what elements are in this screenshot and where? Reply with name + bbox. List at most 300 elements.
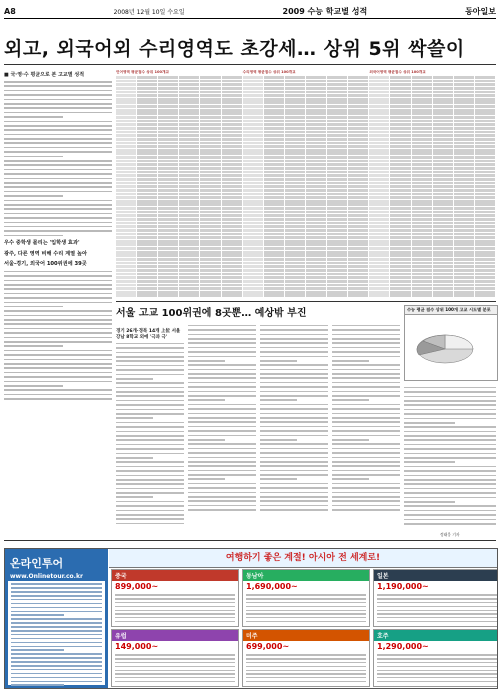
table-cell xyxy=(306,193,326,196)
text-line xyxy=(377,613,497,614)
table-cell xyxy=(243,167,263,170)
table-cell xyxy=(306,116,326,119)
table-row xyxy=(116,196,496,199)
text-line xyxy=(332,369,400,371)
table-cell xyxy=(454,189,474,192)
table-cell xyxy=(222,265,242,268)
text-line xyxy=(332,452,400,454)
table-cell xyxy=(222,134,242,137)
table-cell xyxy=(285,218,305,221)
table-cell xyxy=(243,218,263,221)
text-line xyxy=(188,351,256,353)
table-cell xyxy=(222,185,242,188)
table-cell xyxy=(306,254,326,257)
text-line xyxy=(260,329,328,331)
table-cell xyxy=(412,240,432,243)
table-cell xyxy=(390,109,410,112)
table-cell xyxy=(390,189,410,192)
text-line xyxy=(4,235,63,237)
table-cell xyxy=(116,185,136,188)
table-cell xyxy=(158,218,178,221)
table-cell xyxy=(369,294,389,297)
text-line xyxy=(188,496,256,498)
table-cell xyxy=(200,123,220,126)
table-cell xyxy=(475,193,495,196)
table-cell xyxy=(306,287,326,290)
table-cell xyxy=(137,185,157,188)
table-cell xyxy=(137,91,157,94)
text-line xyxy=(116,444,184,446)
table-cell xyxy=(412,112,432,115)
table-cell xyxy=(285,123,305,126)
table-cell xyxy=(222,291,242,294)
text-line xyxy=(115,670,235,671)
table-cell xyxy=(243,182,263,185)
table-cell xyxy=(222,109,242,112)
text-line xyxy=(260,395,328,397)
ad-tile[interactable] xyxy=(373,569,498,627)
table-cell xyxy=(390,156,410,159)
lower-subhead: 경기 26개·경북 14개 上位 서울 강남 8학교 외에 '극과 극' xyxy=(116,329,181,340)
table-cell xyxy=(348,171,368,174)
table-cell xyxy=(179,294,199,297)
text-line xyxy=(332,334,400,336)
table-cell xyxy=(369,105,389,108)
table-cell xyxy=(222,287,242,290)
table-cell xyxy=(200,156,220,159)
table-cell xyxy=(433,127,453,130)
text-line xyxy=(188,347,256,349)
table-cell xyxy=(179,80,199,83)
table-cell xyxy=(369,123,389,126)
ad-tile[interactable] xyxy=(242,629,370,687)
table-cell xyxy=(412,225,432,228)
table-cell xyxy=(369,243,389,246)
table-cell xyxy=(327,229,347,232)
table-cell xyxy=(222,262,242,265)
table-cell xyxy=(179,200,199,203)
table-cell xyxy=(348,120,368,123)
table-cell xyxy=(390,193,410,196)
table-cell xyxy=(243,80,263,83)
table-cell xyxy=(475,247,495,250)
text-line xyxy=(11,673,102,675)
table-cell xyxy=(454,276,474,279)
table-cell xyxy=(433,276,453,279)
text-line xyxy=(404,479,496,481)
table-cell xyxy=(390,134,410,137)
table-cell xyxy=(348,83,368,86)
table-cell xyxy=(243,149,263,152)
table-cell xyxy=(433,203,453,206)
table-cell xyxy=(243,225,263,228)
table-cell xyxy=(412,276,432,279)
text-line xyxy=(332,430,400,432)
table-cell xyxy=(433,167,453,170)
table-cell xyxy=(306,291,326,294)
table-cell xyxy=(433,131,453,134)
table-cell xyxy=(137,109,157,112)
table-row xyxy=(116,185,496,188)
text-line xyxy=(246,662,366,663)
table-cell xyxy=(369,91,389,94)
ad-banner: 여행하기 좋은 계절! 아시아 전 세계로! xyxy=(109,549,497,568)
ad-tile[interactable] xyxy=(111,569,239,627)
table-cell xyxy=(285,112,305,115)
text-line xyxy=(116,378,153,380)
text-line xyxy=(246,602,366,603)
table-cell xyxy=(369,225,389,228)
table-cell xyxy=(200,87,220,90)
table-cell xyxy=(475,145,495,148)
text-line xyxy=(4,178,112,180)
table-cell xyxy=(454,152,474,155)
table-cell xyxy=(348,112,368,115)
table-cell xyxy=(179,287,199,290)
table-cell xyxy=(327,254,347,257)
table-cell xyxy=(200,236,220,239)
table-cell xyxy=(306,233,326,236)
table-cell xyxy=(200,200,220,203)
text-line xyxy=(377,610,497,611)
table-cell xyxy=(348,131,368,134)
table-cell xyxy=(158,98,178,101)
table-cell xyxy=(158,294,178,297)
table-cell xyxy=(390,171,410,174)
text-line xyxy=(260,338,328,340)
table-cell xyxy=(158,240,178,243)
table-cell xyxy=(348,145,368,148)
text-line xyxy=(260,461,328,463)
table-cell xyxy=(348,287,368,290)
table-cell xyxy=(264,142,284,145)
table-cell xyxy=(369,149,389,152)
ad-tile[interactable] xyxy=(111,629,239,687)
table-cell xyxy=(390,145,410,148)
table-cell xyxy=(454,116,474,119)
table-caption: 수리영역 평균점수 상위 100개교 xyxy=(242,70,296,74)
table-cell xyxy=(348,116,368,119)
table-cell xyxy=(264,211,284,214)
table-cell xyxy=(454,211,474,214)
text-line xyxy=(4,138,112,140)
table-cell xyxy=(306,203,326,206)
text-line xyxy=(188,382,256,384)
text-line xyxy=(246,658,366,659)
text-line xyxy=(260,509,328,511)
table-cell xyxy=(306,211,326,214)
table-cell xyxy=(116,254,136,257)
table-cell xyxy=(433,280,453,283)
table-cell xyxy=(433,233,453,236)
table-cell xyxy=(285,152,305,155)
table-cell xyxy=(475,200,495,203)
table-cell xyxy=(116,211,136,214)
text-line xyxy=(332,404,400,406)
text-line xyxy=(116,417,153,419)
table-cell xyxy=(390,218,410,221)
table-cell xyxy=(116,101,136,104)
table-cell xyxy=(412,291,432,294)
text-line xyxy=(4,341,112,343)
table-cell xyxy=(285,207,305,210)
table-cell xyxy=(306,120,326,123)
table-cell xyxy=(454,254,474,257)
table-cell xyxy=(200,178,220,181)
table-cell xyxy=(306,225,326,228)
table-cell xyxy=(158,247,178,250)
table-cell xyxy=(327,80,347,83)
page-number: A8 xyxy=(4,6,16,16)
table-cell xyxy=(327,214,347,217)
table-cell xyxy=(327,265,347,268)
left-subtitle: ■ 국·영·수 평균으로 본 고교별 성적 xyxy=(4,72,85,78)
table-cell xyxy=(433,258,453,261)
table-cell xyxy=(306,142,326,145)
table-row xyxy=(116,174,496,177)
table-cell xyxy=(433,287,453,290)
table-cell xyxy=(390,196,410,199)
ad-tile[interactable] xyxy=(373,629,498,687)
table-cell xyxy=(327,112,347,115)
table-cell xyxy=(306,276,326,279)
table-cell xyxy=(200,294,220,297)
table-cell xyxy=(200,258,220,261)
table-cell xyxy=(412,94,432,97)
table-cell xyxy=(222,207,242,210)
table-cell xyxy=(390,112,410,115)
table-cell xyxy=(179,134,199,137)
table-cell xyxy=(264,291,284,294)
text-line xyxy=(11,634,102,636)
table-cell xyxy=(454,218,474,221)
ad-tile-title: 동남아 xyxy=(243,570,369,581)
table-cell xyxy=(433,91,453,94)
table-cell xyxy=(390,105,410,108)
text-line xyxy=(188,404,256,406)
text-line xyxy=(4,81,112,83)
table-cell xyxy=(137,258,157,261)
table-cell xyxy=(454,291,474,294)
table-cell xyxy=(454,94,474,97)
text-line xyxy=(260,496,328,498)
table-cell xyxy=(179,138,199,141)
text-line xyxy=(4,372,112,374)
table-row xyxy=(116,258,496,261)
table-row xyxy=(116,127,496,130)
table-row xyxy=(116,112,496,115)
table-cell xyxy=(179,254,199,257)
table-cell xyxy=(179,280,199,283)
table-cell xyxy=(285,251,305,254)
table-cell xyxy=(200,211,220,214)
table-cell xyxy=(348,87,368,90)
table-cell xyxy=(475,156,495,159)
table-row xyxy=(116,214,496,217)
text-line xyxy=(260,492,328,494)
ad-tile-title: 호주 xyxy=(374,630,498,641)
text-line xyxy=(4,90,112,92)
table-cell xyxy=(327,193,347,196)
table-cell xyxy=(433,262,453,265)
table-cell xyxy=(369,247,389,250)
table-cell xyxy=(200,251,220,254)
issue-date: 2008년 12월 10일 수요일 xyxy=(113,8,185,16)
table-cell xyxy=(433,214,453,217)
table-cell xyxy=(137,265,157,268)
table-cell xyxy=(433,200,453,203)
text-line xyxy=(404,391,496,393)
text-line xyxy=(332,439,369,441)
table-cell xyxy=(158,149,178,152)
text-line xyxy=(260,465,328,467)
table-cell xyxy=(348,182,368,185)
text-line xyxy=(246,673,366,674)
table-cell xyxy=(369,167,389,170)
table-cell xyxy=(264,91,284,94)
table-row xyxy=(116,193,496,196)
table-cell xyxy=(264,203,284,206)
table-cell xyxy=(475,233,495,236)
table-cell xyxy=(243,87,263,90)
table-cell xyxy=(390,87,410,90)
table-cell xyxy=(454,214,474,217)
text-line xyxy=(116,382,184,384)
table-cell xyxy=(285,167,305,170)
table-cell xyxy=(243,83,263,86)
text-line xyxy=(404,461,455,463)
table-cell xyxy=(285,149,305,152)
table-cell xyxy=(222,284,242,287)
table-cell xyxy=(200,142,220,145)
text-line xyxy=(188,408,256,410)
text-line xyxy=(332,399,369,401)
table-cell xyxy=(327,291,347,294)
table-cell xyxy=(306,98,326,101)
text-line xyxy=(4,182,112,184)
table-cell xyxy=(264,145,284,148)
text-line xyxy=(4,337,112,339)
table-cell xyxy=(454,112,474,115)
table-cell xyxy=(327,225,347,228)
table-cell xyxy=(369,203,389,206)
table-row xyxy=(116,80,496,83)
table-cell xyxy=(200,105,220,108)
table-cell xyxy=(306,273,326,276)
table-cell xyxy=(348,225,368,228)
table-cell xyxy=(475,196,495,199)
table-cell xyxy=(433,94,453,97)
text-line xyxy=(188,325,256,327)
table-cell xyxy=(348,200,368,203)
table-cell xyxy=(412,280,432,283)
table-cell xyxy=(306,174,326,177)
text-line xyxy=(404,470,496,472)
text-line xyxy=(404,387,496,389)
table-cell xyxy=(454,87,474,90)
table-cell xyxy=(412,87,432,90)
table-cell xyxy=(243,156,263,159)
table-cell xyxy=(454,91,474,94)
text-line xyxy=(11,653,102,655)
table-cell xyxy=(137,233,157,236)
table-cell xyxy=(137,284,157,287)
table-cell xyxy=(454,178,474,181)
table-cell xyxy=(475,284,495,287)
table-cell xyxy=(222,123,242,126)
table-cell xyxy=(158,200,178,203)
table-cell xyxy=(306,284,326,287)
table-cell xyxy=(285,109,305,112)
table-cell xyxy=(285,240,305,243)
table-cell xyxy=(179,127,199,130)
text-line xyxy=(188,369,256,371)
table-row xyxy=(116,218,496,221)
table-cell xyxy=(222,116,242,119)
text-line xyxy=(246,621,366,622)
text-line xyxy=(260,377,328,379)
table-cell xyxy=(306,236,326,239)
text-line xyxy=(332,373,400,375)
table-cell xyxy=(264,182,284,185)
table-cell xyxy=(475,116,495,119)
table-cell xyxy=(306,189,326,192)
text-line xyxy=(115,673,235,674)
table-cell xyxy=(116,214,136,217)
table-cell xyxy=(369,200,389,203)
table-cell xyxy=(158,167,178,170)
text-line xyxy=(116,395,184,397)
text-line xyxy=(332,478,369,480)
table-cell xyxy=(200,229,220,232)
text-line xyxy=(332,500,400,502)
table-cell xyxy=(390,203,410,206)
table-cell xyxy=(327,98,347,101)
table-cell xyxy=(475,80,495,83)
table-cell xyxy=(285,287,305,290)
text-line xyxy=(188,443,256,445)
table-cell xyxy=(412,265,432,268)
table-cell xyxy=(348,233,368,236)
table-cell xyxy=(390,287,410,290)
table-cell xyxy=(454,138,474,141)
table-cell xyxy=(348,134,368,137)
table-row xyxy=(116,145,496,148)
table-cell xyxy=(327,258,347,261)
table-cell xyxy=(285,269,305,272)
table-cell xyxy=(433,222,453,225)
table-cell xyxy=(137,123,157,126)
table-cell xyxy=(285,98,305,101)
text-line xyxy=(11,622,102,624)
ad-tile[interactable] xyxy=(242,569,370,627)
text-line xyxy=(404,514,496,516)
table-cell xyxy=(369,251,389,254)
text-line xyxy=(188,391,256,393)
table-cell xyxy=(116,171,136,174)
table-cell xyxy=(327,222,347,225)
table-row xyxy=(116,123,496,126)
table-cell xyxy=(179,76,199,79)
paper-name: 동아일보 xyxy=(465,6,496,16)
table-cell xyxy=(412,160,432,163)
table-cell xyxy=(116,287,136,290)
text-line xyxy=(260,364,328,366)
table-cell xyxy=(348,149,368,152)
table-cell xyxy=(116,134,136,137)
article-column xyxy=(188,322,256,512)
table-cell xyxy=(475,254,495,257)
